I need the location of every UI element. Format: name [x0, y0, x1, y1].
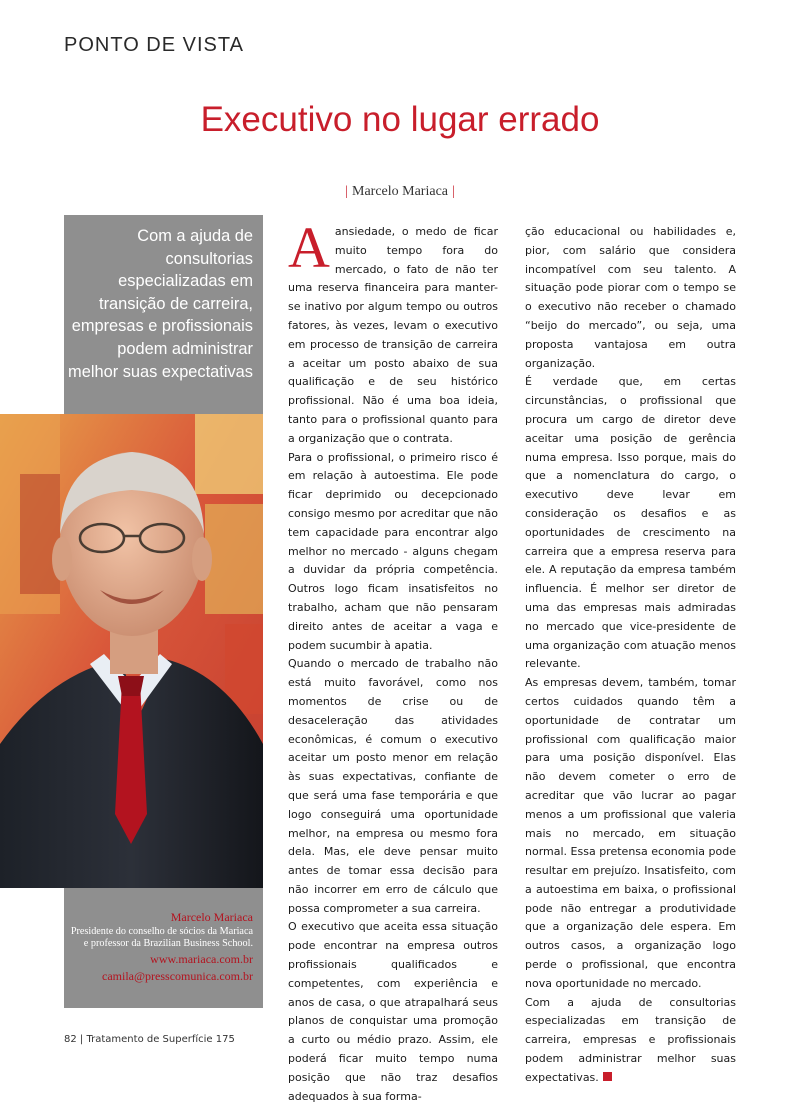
page-footer	[64, 1034, 235, 1045]
caption-author-name: Marcelo Mariaca	[170, 910, 253, 924]
footer-separator: |	[79, 1034, 84, 1045]
paragraph-text: ansiedade, o medo de ficar muito tempo fora do mercado, o fato de não ter uma reserva financeira para manter-se inativo por algum tempo ou outros fatores, às vezes, levam o executivo em processo de transição de carreira a aceitar um posto abaixo de sua qualificação e de seu histórico profissional. Não é uma boa ideia, tanto para o profissional quanto para a organização que o contrata.	[288, 225, 498, 445]
byline-author: Marcelo Mariaca	[352, 184, 448, 199]
pull-quote: Com a ajuda de consultorias especializadas em transição de carreira, empresas e profissionais podem administrar melhor suas expectativas	[68, 227, 253, 381]
end-of-article-mark	[603, 1072, 612, 1081]
drop-cap: A	[288, 215, 330, 280]
article-paragraph	[525, 994, 736, 1088]
magazine-name: Tratamento de Superfície 175	[86, 1034, 235, 1045]
article-paragraph: O executivo que aceita essa situação pode encontrar na empresa outros profissionais qualificados e competentes, com experiência e anos de casa, o que atrapalhará seus planos de conquistar uma promoção a curto ou médio prazo. Assim, ele poderá ficar muito tempo numa posição que não traz desafios adequados à sua forma-	[288, 920, 498, 1103]
article-column-1	[288, 215, 498, 1106]
article-paragraph	[288, 215, 498, 449]
author-caption	[64, 910, 253, 984]
article-paragraph: As empresas devem, também, tomar certos cuidados quando têm a oportunidade de contratar um profissional com qualificação maior para uma posição disponível. Elas não devem cometer o erro de acreditar que vão lucrar ao pagar menos a um profissional que valeria mais no mercado, em situação normal. Essa pretensa economia pode resultar em prejuízo. Insatisfeito, com a autoestima em baixa, o profissional pode não entregar a produtividade que a organização dele espera. Em outros casos, a organização logo perde o profissional, que encontra nova oportunidade no mercado.	[525, 676, 736, 990]
author-portrait-photo	[0, 414, 263, 888]
article-headline: Executivo no lugar errado	[200, 100, 600, 139]
paragraph-text: Com a ajuda de consultorias especializadas em transição de carreira, empresas e profissionais podem administrar melhor suas expectativas.	[525, 995, 736, 1084]
article-paragraph: ção educacional ou habilidades e, pior, com salário que considera incompatível com seu talento. A situação pode piorar com o tempo se o executivo não receber o chamado “beijo do mercado”, ou seja, uma proposta vantajosa em outra organização.	[525, 225, 736, 370]
byline	[0, 184, 800, 200]
article-paragraph: Para o profissional, o primeiro risco é em relação à autoestima. Ele pode ficar deprimido ou decepcionado consigo mesmo por acreditar que não tem capacidade para encontrar algo melhor no mercado - alguns chegam a duvidar da própria competência. Outros logo ficam insatisfeitos no trabalho, acham que não pensaram direito antes de aceitar a vaga e podem sucumbir à apatia.	[288, 450, 498, 652]
byline-divider-right: |	[452, 184, 455, 199]
caption-website-link[interactable]: www.mariaca.com.br	[150, 951, 253, 966]
article-column-2	[525, 223, 736, 1088]
article-paragraph: Quando o mercado de trabalho não está muito favorável, como nos momentos de crise ou de desaceleração das atividades econômicas, é comum o executivo aceitar um posto menor em relação às suas expectativas, confiante de que será uma fase temporária e que logo conseguirá uma oportunidade melhor, na empresa ou mesmo fora dela. Mas, ele deve pensar muito antes de tomar essa decisão para não incorrer em erro de cálculo que possa comprometer a sua carreira.	[288, 657, 498, 915]
caption-author-role: Presidente do conselho de sócios da Mariaca e professor da Brazilian Business School.	[70, 926, 253, 949]
section-label: PONTO DE VISTA	[64, 34, 244, 56]
page-number: 82	[64, 1034, 77, 1045]
byline-divider-left: |	[345, 184, 348, 199]
caption-email-link[interactable]: camila@presscomunica.com.br	[102, 968, 253, 983]
article-paragraph: É verdade que, em certas circunstâncias, o profissional que procura um cargo de diretor deve aceitar uma posição de gerência numa empresa. Isso porque, mais do que a nomenclatura do cargo, o executivo deve levar em consideração os desafios e as oportunidades de crescimento na carreira que a empresa reserva para ele. A reputação da empresa também influencia. É melhor ser diretor de uma das empresas mais admiradas no mercado que vice-presidente de uma organização com atuação menos relevante.	[525, 375, 736, 671]
